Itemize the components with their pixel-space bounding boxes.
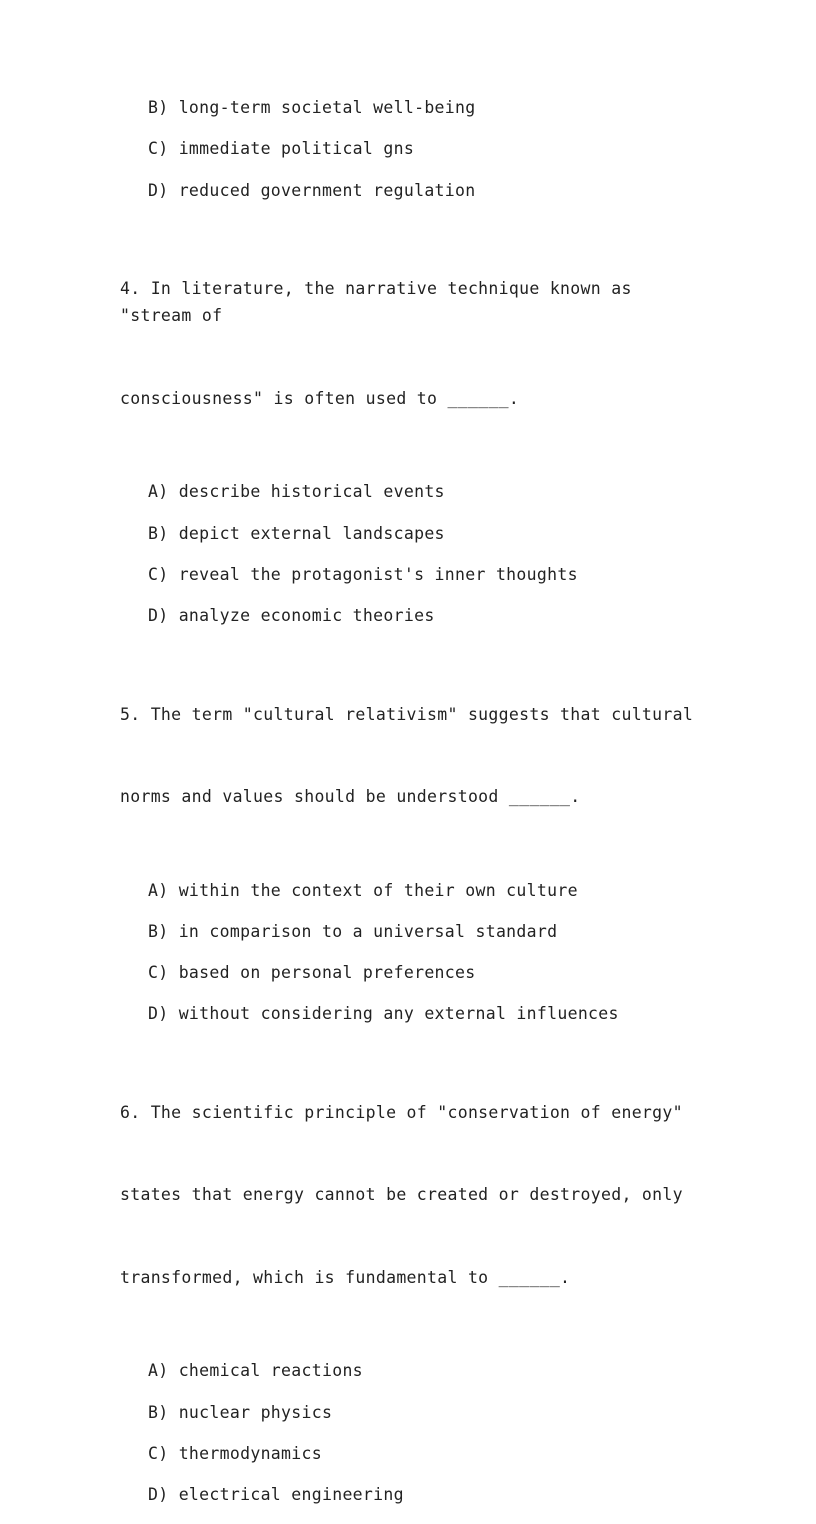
option-text: in comparison to a universal standard [178, 921, 558, 941]
option-letter: C) [148, 564, 169, 584]
question-4 [120, 220, 710, 646]
document-page [120, 96, 710, 1524]
option-letter: C) [148, 1443, 169, 1463]
option-text: analyze economic theories [178, 606, 435, 626]
option-letter: B) [148, 921, 169, 941]
option-text: within the context of their own culture [178, 880, 578, 900]
option-text: long-term societal well-being [178, 98, 476, 117]
option-item [148, 879, 710, 920]
option-item [148, 1359, 710, 1400]
option-text: describe historical events [178, 482, 445, 502]
option-text: without considering any external influences [178, 1004, 619, 1024]
question-text [120, 1044, 710, 1347]
option-item [148, 1483, 710, 1524]
option-letter: D) [148, 1485, 169, 1505]
question-line: transformed, which is fundamental to ______. [120, 1267, 571, 1287]
question-line: 5. The term "cultural relativism" suggests that cultural [120, 704, 694, 724]
option-item [148, 96, 710, 137]
question-line: consciousness" is often used to ______. [120, 388, 520, 408]
option-letter: A) [148, 482, 169, 502]
leading-options [120, 96, 710, 220]
question-line: 4. In literature, the narrative technique known as "stream of [120, 278, 642, 326]
question-6 [120, 1044, 710, 1524]
option-text: immediate political gns [178, 139, 415, 159]
question-5 [120, 646, 710, 1044]
option-text: reduced government regulation [178, 180, 476, 200]
option-item [148, 137, 710, 178]
question-line: states that energy cannot be created or destroyed, only [120, 1185, 683, 1205]
option-text: nuclear physics [178, 1402, 333, 1422]
option-letter: C) [148, 139, 169, 159]
question-line: 6. The scientific principle of "conservation of energy" [120, 1102, 683, 1122]
option-letter: B) [148, 1402, 169, 1422]
option-item [148, 179, 710, 220]
option-item [148, 1401, 710, 1442]
option-letter: B) [148, 98, 169, 117]
option-text: reveal the protagonist's inner thoughts [178, 564, 578, 584]
option-item [148, 563, 710, 604]
option-item [148, 1442, 710, 1483]
option-item [148, 522, 710, 563]
option-letter: A) [148, 880, 169, 900]
option-item [148, 604, 710, 645]
option-letter: D) [148, 1004, 169, 1024]
option-item [148, 480, 710, 521]
option-item [148, 1002, 710, 1043]
option-text: electrical engineering [178, 1485, 404, 1505]
option-item [148, 920, 710, 961]
option-text: chemical reactions [178, 1361, 363, 1381]
option-text: depict external landscapes [178, 523, 445, 543]
option-text: thermodynamics [178, 1443, 322, 1463]
option-letter: D) [148, 180, 169, 200]
option-letter: D) [148, 606, 169, 626]
option-letter: B) [148, 523, 169, 543]
question-text [120, 220, 710, 468]
option-item [148, 961, 710, 1002]
option-text: based on personal preferences [178, 963, 476, 983]
question-text [120, 646, 710, 866]
option-letter: A) [148, 1361, 169, 1381]
option-letter: C) [148, 963, 169, 983]
question-line: norms and values should be understood ______. [120, 787, 581, 807]
